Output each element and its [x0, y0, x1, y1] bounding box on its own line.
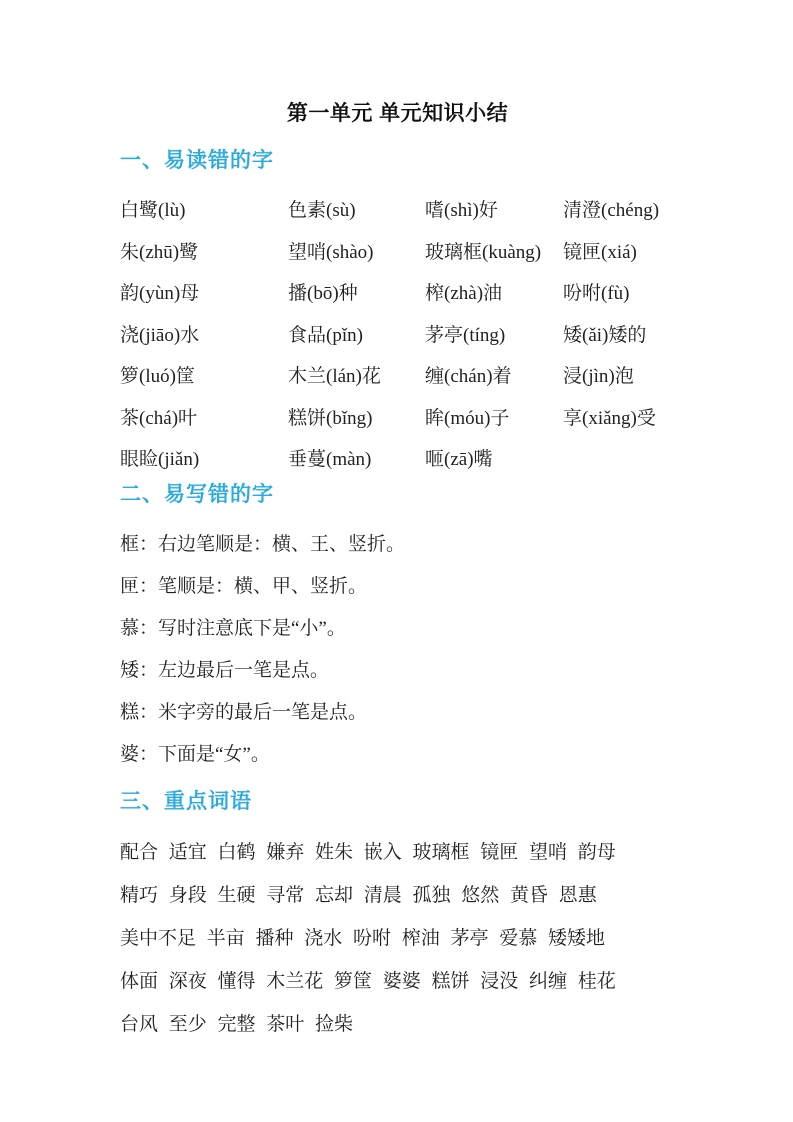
section-misread-characters [120, 147, 675, 481]
word-item: 望哨(shào) [288, 241, 374, 263]
word-item: 眼睑(jiǎn) [120, 449, 200, 470]
tip-line: 矮：左边最后一笔是点。 [120, 659, 330, 681]
word-item: 韵(yùn)母 [120, 283, 200, 304]
word-item: 白鹭(lù) [120, 200, 186, 221]
tip-line: 糕：米字旁的最后一笔是点。 [120, 701, 368, 723]
word-item: 茅亭(tíng) [425, 324, 506, 346]
page-title: 第一单元 单元知识小结 [286, 102, 509, 125]
tip-line: 框：右边笔顺是：横、王、竖折。 [120, 533, 406, 555]
word-item: 食品(pǐn) [288, 324, 363, 346]
tip-line: 婆：下面是“女”。 [120, 743, 270, 765]
word-item: 色素(sù) [288, 200, 356, 221]
word-item: 眸(móu)子 [425, 407, 510, 429]
word-item: 清澄(chéng) [563, 200, 660, 221]
word-item: 榨(zhà)油 [425, 283, 503, 304]
word-item [563, 439, 675, 481]
word-item: 糕饼(bǐng) [288, 407, 373, 429]
word-line: 精巧 身段 生硬 寻常 忘却 清晨 孤独 悠然 黄昏 恩惠 [120, 884, 597, 906]
word-item: 木兰(lán)花 [288, 366, 381, 387]
word-item: 浸(jìn)泡 [563, 366, 634, 387]
word-item: 垂蔓(màn) [288, 449, 372, 470]
word-item: 浇(jiāo)水 [120, 324, 200, 346]
word-item: 茶(chá)叶 [120, 407, 198, 429]
word-item: 玻璃框(kuàng) [425, 241, 542, 263]
section-miswritten-characters [120, 481, 675, 776]
word-line: 配合 适宜 白鹤 嫌弃 姓朱 嵌入 玻璃框 镜匣 望哨 韵母 [120, 841, 616, 863]
word-line: 台风 至少 完整 茶叶 捡柴 [120, 1013, 354, 1035]
word-item: 镜匣(xiá) [563, 241, 637, 263]
word-item: 咂(zā)嘴 [425, 449, 493, 470]
misread-characters-grid [120, 190, 675, 481]
miswritten-tip-list [120, 524, 675, 776]
word-item: 播(bō)种 [288, 283, 358, 304]
section-heading-key-words: 三、重点词语 [120, 789, 252, 813]
tip-line: 慕：写时注意底下是“小”。 [120, 617, 346, 639]
tip-line: 匣：笔顺是：横、甲、竖折。 [120, 575, 368, 597]
word-item: 吩咐(fù) [563, 283, 630, 304]
key-word-list [120, 831, 675, 1046]
word-line: 美中不足 半亩 播种 浇水 吩咐 榨油 茅亭 爱慕 矮矮地 [120, 927, 606, 949]
word-line: 体面 深夜 懂得 木兰花 箩筐 婆婆 糕饼 浸没 纠缠 桂花 [120, 970, 616, 992]
word-item: 箩(luó)筐 [120, 366, 195, 387]
word-item: 矮(ǎi)矮的 [563, 324, 647, 346]
word-item: 缠(chán)着 [425, 366, 512, 387]
section-key-words [120, 788, 675, 1046]
section-heading-misread: 一、易读错的字 [120, 149, 274, 172]
word-item: 嗜(shì)好 [425, 200, 498, 221]
section-heading-miswritten: 二、易写错的字 [120, 482, 274, 506]
word-item: 朱(zhū)鹭 [120, 241, 199, 263]
word-item: 享(xiǎng)受 [563, 407, 656, 429]
